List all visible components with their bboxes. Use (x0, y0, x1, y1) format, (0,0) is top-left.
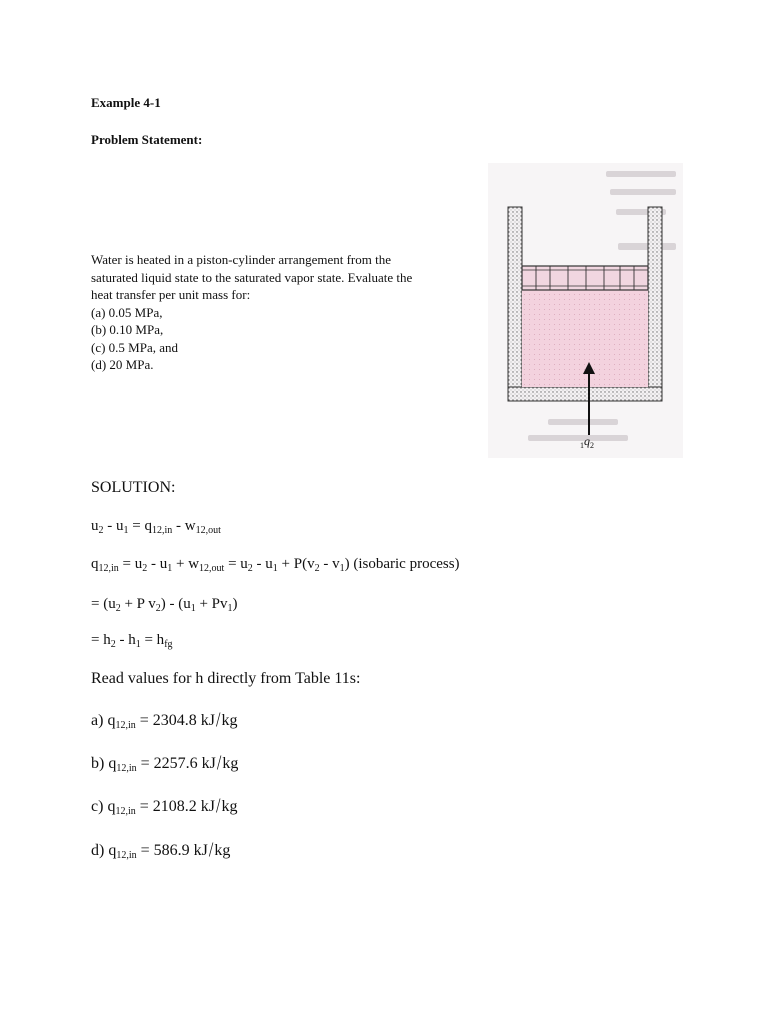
heat-label: $_1q_2$ (580, 434, 594, 450)
problem-line: saturated liquid state to the saturated vapor state. Evaluate the (91, 269, 413, 285)
problem-line: heat transfer per unit mass for: (91, 287, 251, 302)
answer-d: d) $q_{12,in} = 586.9$ kJ/kg (91, 838, 231, 862)
answer-c: c) $q_{12,in} = 2108.2$ kJ/kg (91, 794, 238, 818)
equation-heat-in: $q_{12,in} = u_2 - u_1 + w_{12,out} = u_2 - u_1 + P(v_2 - v_1)$ (isobaric process) (91, 556, 460, 574)
problem-line: (c) 0.5 MPa, and (91, 339, 179, 355)
equation-hfg: = $h_2 - h_1 = h_{fg}$ (91, 632, 173, 650)
answer-b: b) $q_{12,in} = 2257.6$ kJ/kg (91, 751, 239, 775)
problem-statement (91, 251, 481, 374)
example-title: Example 4-1 (91, 95, 161, 110)
problem-line: (d) 20 MPa. (91, 357, 154, 372)
equation-enthalpy-grouping: = ($u_2 + P$ $v_2) - (u_1 + Pv_1)$ (91, 596, 238, 614)
problem-line: (a) 0.05 MPa, (91, 304, 163, 320)
read-values-text: Read values for h directly from Table 11s: (91, 670, 361, 687)
problem-heading: Problem Statement: (91, 132, 203, 147)
piston-cylinder-diagram (488, 163, 683, 458)
problem-line: Water is heated in a piston-cylinder arrangement from the (91, 252, 392, 267)
piston-cylinder-figure (488, 163, 683, 458)
solution-heading: SOLUTION: (91, 479, 176, 496)
process-note: (isobaric process) (353, 556, 460, 572)
problem-line: (b) 0.10 MPa, (91, 322, 164, 337)
equation-energy-balance: $u_2 - u_1 = q_{12,in} - w_{12,out}$ (91, 518, 221, 536)
answer-a: a) $q_{12,in} = 2304.8$ kJ/kg (91, 708, 238, 732)
